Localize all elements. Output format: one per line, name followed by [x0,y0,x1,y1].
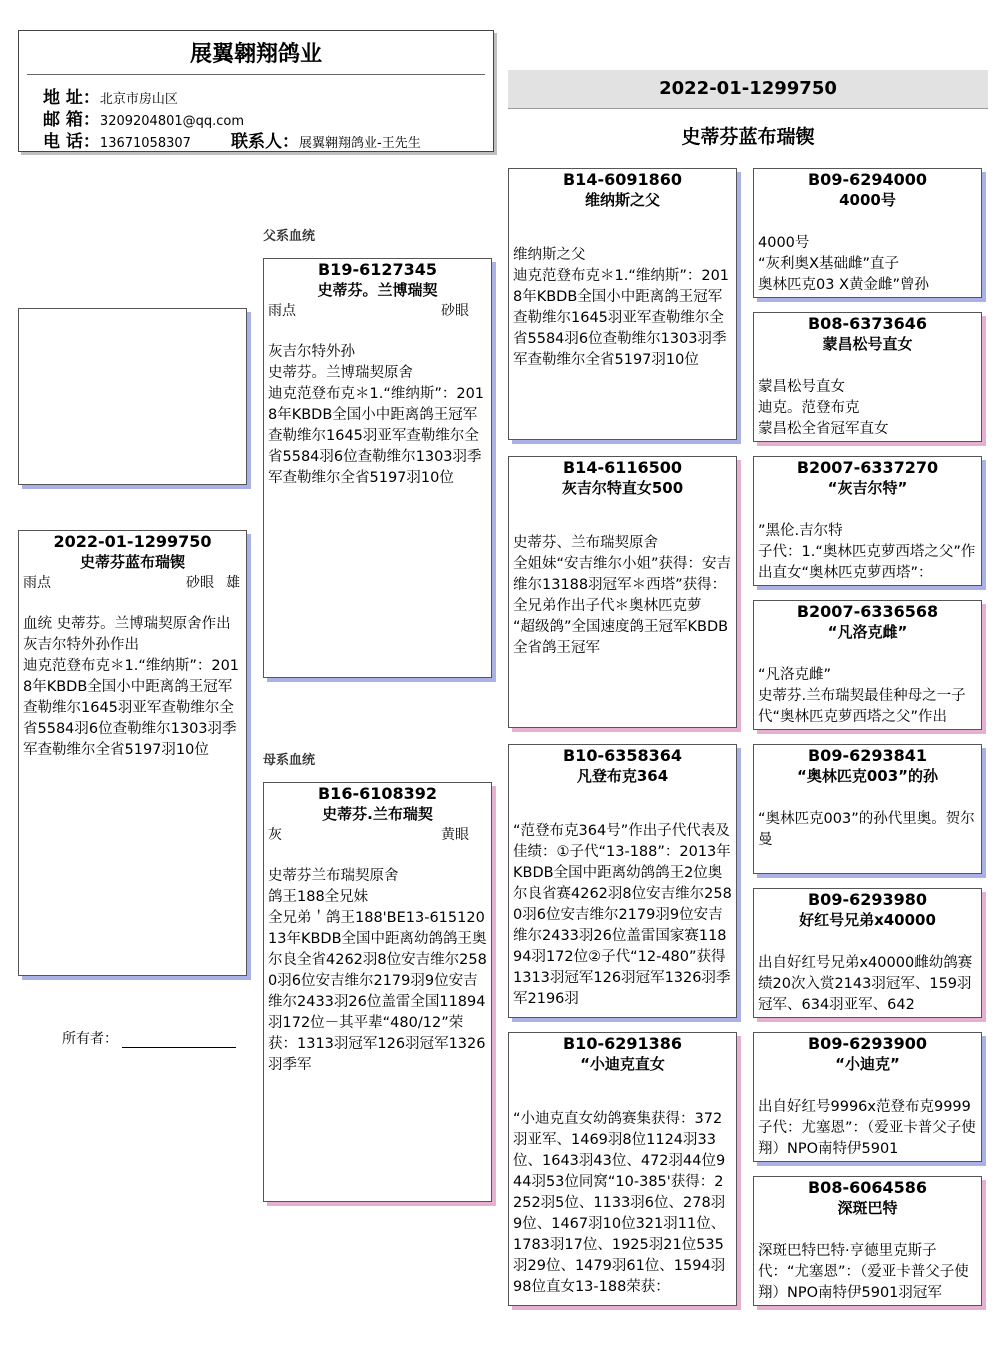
subject-ring: 2022-01-1299750 [53,532,212,551]
dam-eye: 黄眼 [441,827,469,843]
dam-line-label: 母系血统 [263,753,316,768]
dam-traits [268,824,487,845]
ancestor-card [753,456,982,586]
owner-label: 所有者： [62,1031,118,1047]
owner-signature [62,1028,236,1048]
gen4-description: 出自好红号9996x范登布克9999子代：尤塞恩”：（爱亚卡普父子使翔）NPO南特伊5901 [758,1099,976,1157]
ancestor-card [753,600,982,730]
ancestor-card [753,888,982,1018]
header-divider [27,74,485,75]
sire-traits [268,300,487,321]
gen3-description: 维纳斯之父 迪克范登布克＊1.“维纳斯”：2018年KBDB全国小中距离鸽王冠军查勒维尔1645羽亚军查勒维尔全省5584羽6位查勒维尔1303羽季军查勒维尔全省5197羽10位 [513,247,730,368]
phone-value: 13671058307 [99,136,191,151]
gen4-name: 深斑巴特 [837,1199,898,1217]
gen3-name: 灰吉尔特直女500 [561,479,684,497]
phone-label: 电 话： [43,132,100,152]
sire-eye: 砂眼 [441,303,469,319]
gen3-name: “小迪克直女 [580,1055,665,1073]
gen4-description: 蒙昌松号直女 迪克。范登布克 蒙昌松全省冠军直女 [758,379,889,437]
gen4-name: “小迪克” [835,1055,900,1073]
gen3-name: 维纳斯之父 [584,191,660,209]
ancestor-card [753,1032,982,1162]
gen4-ring: B08-6064586 [807,1178,928,1197]
contact-label: 联系人： [231,132,299,152]
contact-value: 展翼翱翔鸽业-王先生 [299,136,421,151]
gen3-ring: B10-6358364 [562,746,683,765]
gen4-ring: B09-6293900 [807,1034,928,1053]
sire-line-label: 父系血统 [263,229,316,244]
email-value: 3209204801@qq.com [99,114,245,129]
ancestor-card [753,168,982,298]
gen3-ring: B14-6091860 [562,170,683,189]
owner-signature-line [122,1031,236,1048]
sire-description: 灰吉尔特外孙 史蒂芬。兰博瑞契原舍 迪克范登布克＊1.“维纳斯”：2018年KBDB全国小中距离鸽王冠军查勒维尔1645羽亚军查勒维尔全省5584羽6位查勒维尔1303羽季军查勒维尔全省5197羽10位 [268,344,485,486]
ancestor-card [753,744,982,874]
gen4-ring: B08-6373646 [807,314,928,333]
gen4-name: 好红号兄弟x40000 [799,911,936,929]
gen3-ring: B10-6291386 [562,1034,683,1053]
gen3-description: “范登布克364号”作出子代代表及佳绩：①子代“13-188”：2013年KBDB全国中距离幼鸽鸽王2位奥尔良省赛4262羽8位安吉维尔2580羽6位安吉维尔2179羽9位安吉维尔2433羽26位盖雷国家赛11894羽172位②子代“12-480”获得1313羽冠军126羽冠军1326羽季军2196羽 [513,823,732,1007]
breeder-title: 展翼翱翔鸽业 [189,42,322,67]
grandsire-maternal-card [508,744,737,1018]
subject-description: 血统 史蒂芬。兰博瑞契原舍作出 灰吉尔特外孙作出 迪克范登布克＊1.“维纳斯”：2018年KBDB全国小中距离鸽王冠军查勒维尔1645羽亚军查勒维尔全省5584羽6位查勒维尔1303羽季军查勒维尔全省5197羽10位 [23,616,240,758]
gen3-description: “小迪克直女幼鸽赛集获得：372羽亚军、1469羽8位1124羽33位、1643羽43位、472羽44位944羽53位同窝“10-385'获得：2252羽5位、1133羽6位、278羽9位、1467羽10位321羽11位、1783羽17位、1925羽21位535羽29位、1479羽61位、1594羽98位直女13-188荣获： [513,1111,726,1295]
gen4-name: 蒙昌松号直女 [822,335,913,353]
address-label: 地 址： [43,88,100,108]
gen3-description: 史蒂芬、兰布瑞契原舍 全姐妹“安吉维尔小姐”获得：安吉维尔13188羽冠军＊西塔”获得：全兄弟作出子代＊奥林匹克萝 “超级鸽”全国速度鸽王冠军KBDB全省鸽王冠军 [513,535,732,656]
gen4-description: ”黑伦.吉尔特 子代：1.“奥林匹克萝西塔之父”作出直女“奥林匹克萝西塔”： [758,523,976,581]
dam-description: 史蒂芬兰布瑞契原舍 鸽王188全兄妹 全兄弟＇鸽王188'BE13-61512013年KBDB全国中距离幼鸽鸽王奥尔良全省4262羽8位安吉维尔2580羽6位安吉维尔2179羽9位安吉维尔2433羽26位盖雷全国11894羽172位－其平辈“480/12”荣获：1313羽冠军126羽冠军1326羽季军 [268,868,487,1073]
gen4-ring: B09-6293841 [807,746,928,765]
gen3-name: 凡登布克364 [576,767,669,785]
gen4-description: “凡洛克雌” 史蒂芬.兰布瑞契最佳种母之一子代“奥林匹克萝西塔之父”作出 [758,667,966,725]
gen4-ring: B2007-6337270 [796,458,939,477]
subject-eye: 砂眼 [186,575,214,591]
subject-name: 史蒂芬蓝布瑞锲 [79,553,185,571]
phone-row [43,127,191,152]
gen4-name: “凡洛克雌” [827,623,908,641]
dam-ring: B16-6108392 [317,784,438,803]
gen4-description: 深斑巴特巴特·亨德里克斯子代：“尤塞恩”：（爱亚卡普父子使翔）NPO南特伊5901羽冠军 [758,1243,969,1301]
dam-color: 灰 [268,827,282,843]
gen3-ring: B14-6116500 [562,458,683,477]
ancestor-card [753,312,982,442]
granddam-maternal-card [508,1032,737,1306]
dam-name: 史蒂芬.兰布瑞契 [322,805,433,823]
gen4-ring: B09-6294000 [807,170,928,189]
subject-traits [23,572,242,593]
granddam-paternal-card [508,456,737,728]
gen4-description: “奥林匹克003”的孙代里奥。贺尔曼 [758,811,975,848]
address-value: 北京市房山区 [99,92,178,107]
subject-pigeon-card [18,530,247,976]
sire-card [263,258,492,678]
gen4-description: 4000号 “灰利奥X基础雌”直子 奥林匹克03 X黄金雌”曾孙 [758,235,930,293]
sire-name: 史蒂芬。兰博瑞契 [317,281,438,299]
pigeon-photo-frame [18,308,247,485]
sire-color: 雨点 [268,303,296,319]
breeder-header [18,30,494,152]
gen4-name: “奥林匹克003”的孙 [796,767,939,785]
gen4-name: “灰吉尔特” [827,479,908,497]
contact-row [231,127,421,152]
dam-card [263,782,492,1202]
subject-color: 雨点 [23,575,51,591]
subject-sex: 雄 [226,575,240,591]
main-ring-banner: 2022-01-1299750 [508,70,988,109]
grandsire-paternal-card [508,168,737,440]
email-label: 邮 箱： [43,110,100,130]
main-pigeon-name: 史蒂芬蓝布瑞锲 [681,126,815,148]
gen4-ring: B09-6293980 [807,890,928,909]
ancestor-card [753,1176,982,1306]
gen4-description: 出自好红号兄弟x40000雌幼鸽赛绩20次入赏2143羽冠军、159羽冠军、634羽亚军、642 [758,955,973,1013]
sire-ring: B19-6127345 [317,260,438,279]
gen4-name: 4000号 [839,191,896,209]
gen4-ring: B2007-6336568 [796,602,939,621]
